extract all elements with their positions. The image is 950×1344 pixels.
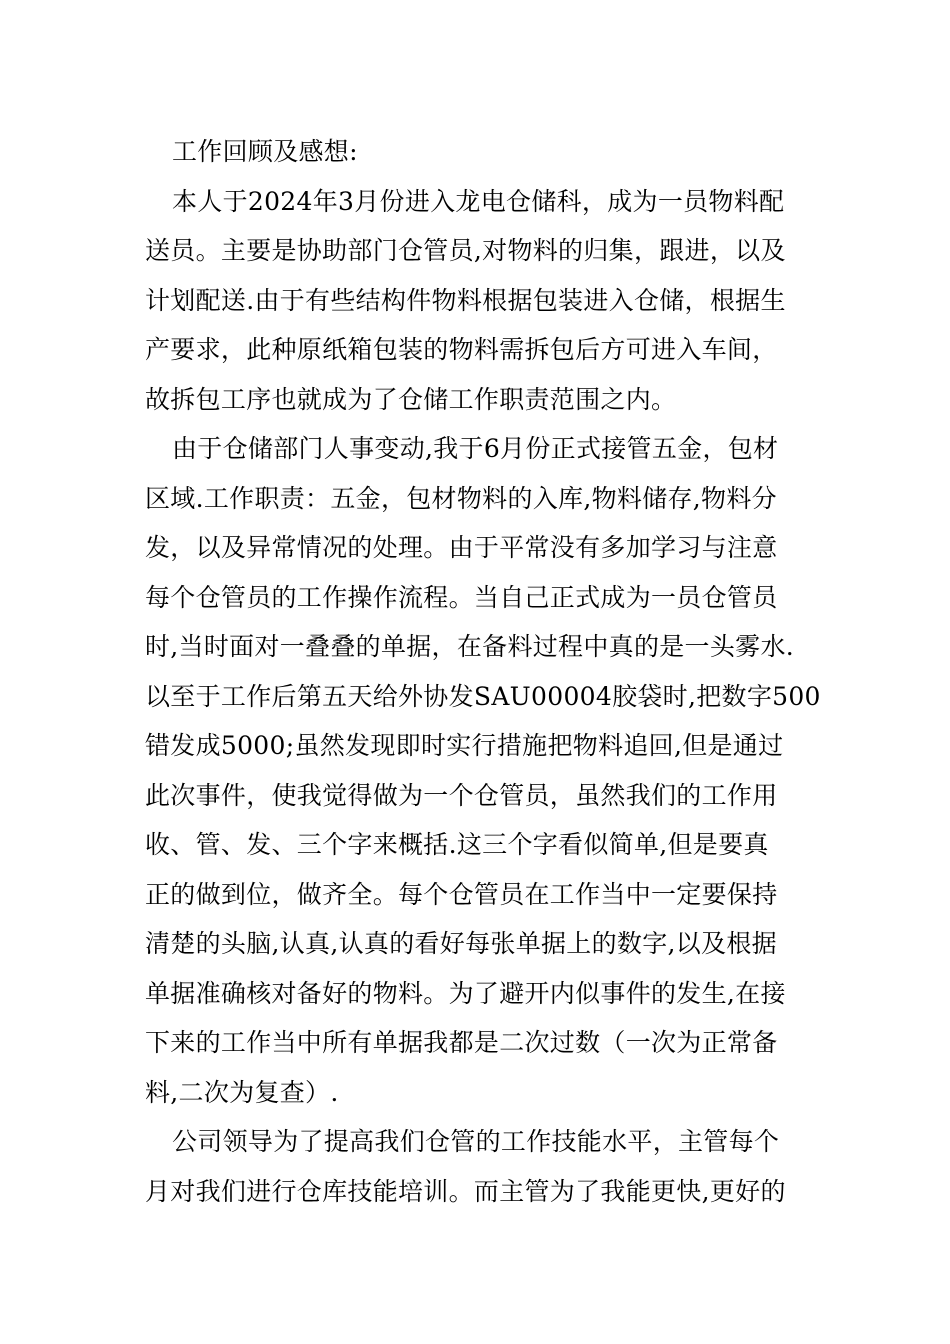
text-line: 区域.工作职责：五金，包材物料的入库,物料储存,物料分 bbox=[145, 483, 777, 513]
text-line: 发，以及异常情况的处理。由于平常没有多加学习与注意 bbox=[145, 533, 778, 562]
text-line: 本人于2024年3月份进入龙电仓储科，成为一员物料配 bbox=[172, 186, 785, 216]
text-line: 正的做到位，做齐全。每个仓管员在工作当中一定要保持 bbox=[145, 879, 778, 909]
text-line: 以至于工作后第五天给外协发SAU00004胶袋时,把数字500 bbox=[145, 681, 821, 711]
text-line: 计划配送.由于有些结构件物料根据包装进入仓储，根据生 bbox=[145, 285, 786, 315]
text-line: 下来的工作当中所有单据我都是二次过数（一次为正常备 bbox=[145, 1028, 778, 1057]
document-body bbox=[145, 127, 821, 1216]
section-heading: 工作回顾及感想: bbox=[172, 137, 358, 166]
text-line: 收、管、发、三个字来概括.这三个字看似简单,但是要真 bbox=[145, 830, 769, 859]
text-line: 每个仓管员的工作操作流程。当自己正式成为一员仓管员 bbox=[145, 582, 778, 612]
section-heading-paragraph bbox=[145, 127, 810, 177]
text-line: 故拆包工序也就成为了仓储工作职责范围之内。 bbox=[145, 384, 677, 414]
paragraph-training bbox=[145, 1117, 810, 1216]
text-line: 料,二次为复查）. bbox=[145, 1077, 339, 1107]
text-line: 公司领导为了提高我们仓管的工作技能水平，主管每个 bbox=[172, 1127, 780, 1156]
text-line: 此次事件，使我觉得做为一个仓管员，虽然我们的工作用 bbox=[145, 780, 778, 810]
text-line: 产要求，此种原纸箱包装的物料需拆包后方可进入车间， bbox=[145, 335, 778, 364]
text-line: 单据准确核对备好的物料。为了避开内似事件的发生,在接 bbox=[145, 978, 786, 1008]
text-line: 送员。主要是协助部门仓管员,对物料的归集，跟进，以及 bbox=[145, 236, 786, 265]
text-line: 时,当时面对一叠叠的单据，在备料过程中真的是一头雾水. bbox=[145, 632, 794, 661]
text-line: 清楚的头脑,认真,认真的看好每张单据上的数字,以及根据 bbox=[145, 929, 777, 958]
paragraph-intro bbox=[145, 177, 810, 425]
paragraph-responsibilities bbox=[145, 424, 821, 1117]
text-line: 错发成5000;虽然发现即时实行措施把物料追回,但是通过 bbox=[145, 731, 784, 760]
text-line: 月对我们进行仓库技能培训。而主管为了我能更快,更好的 bbox=[145, 1176, 786, 1206]
text-line: 由于仓储部门人事变动,我于6月份正式接管五金，包材 bbox=[172, 434, 779, 463]
